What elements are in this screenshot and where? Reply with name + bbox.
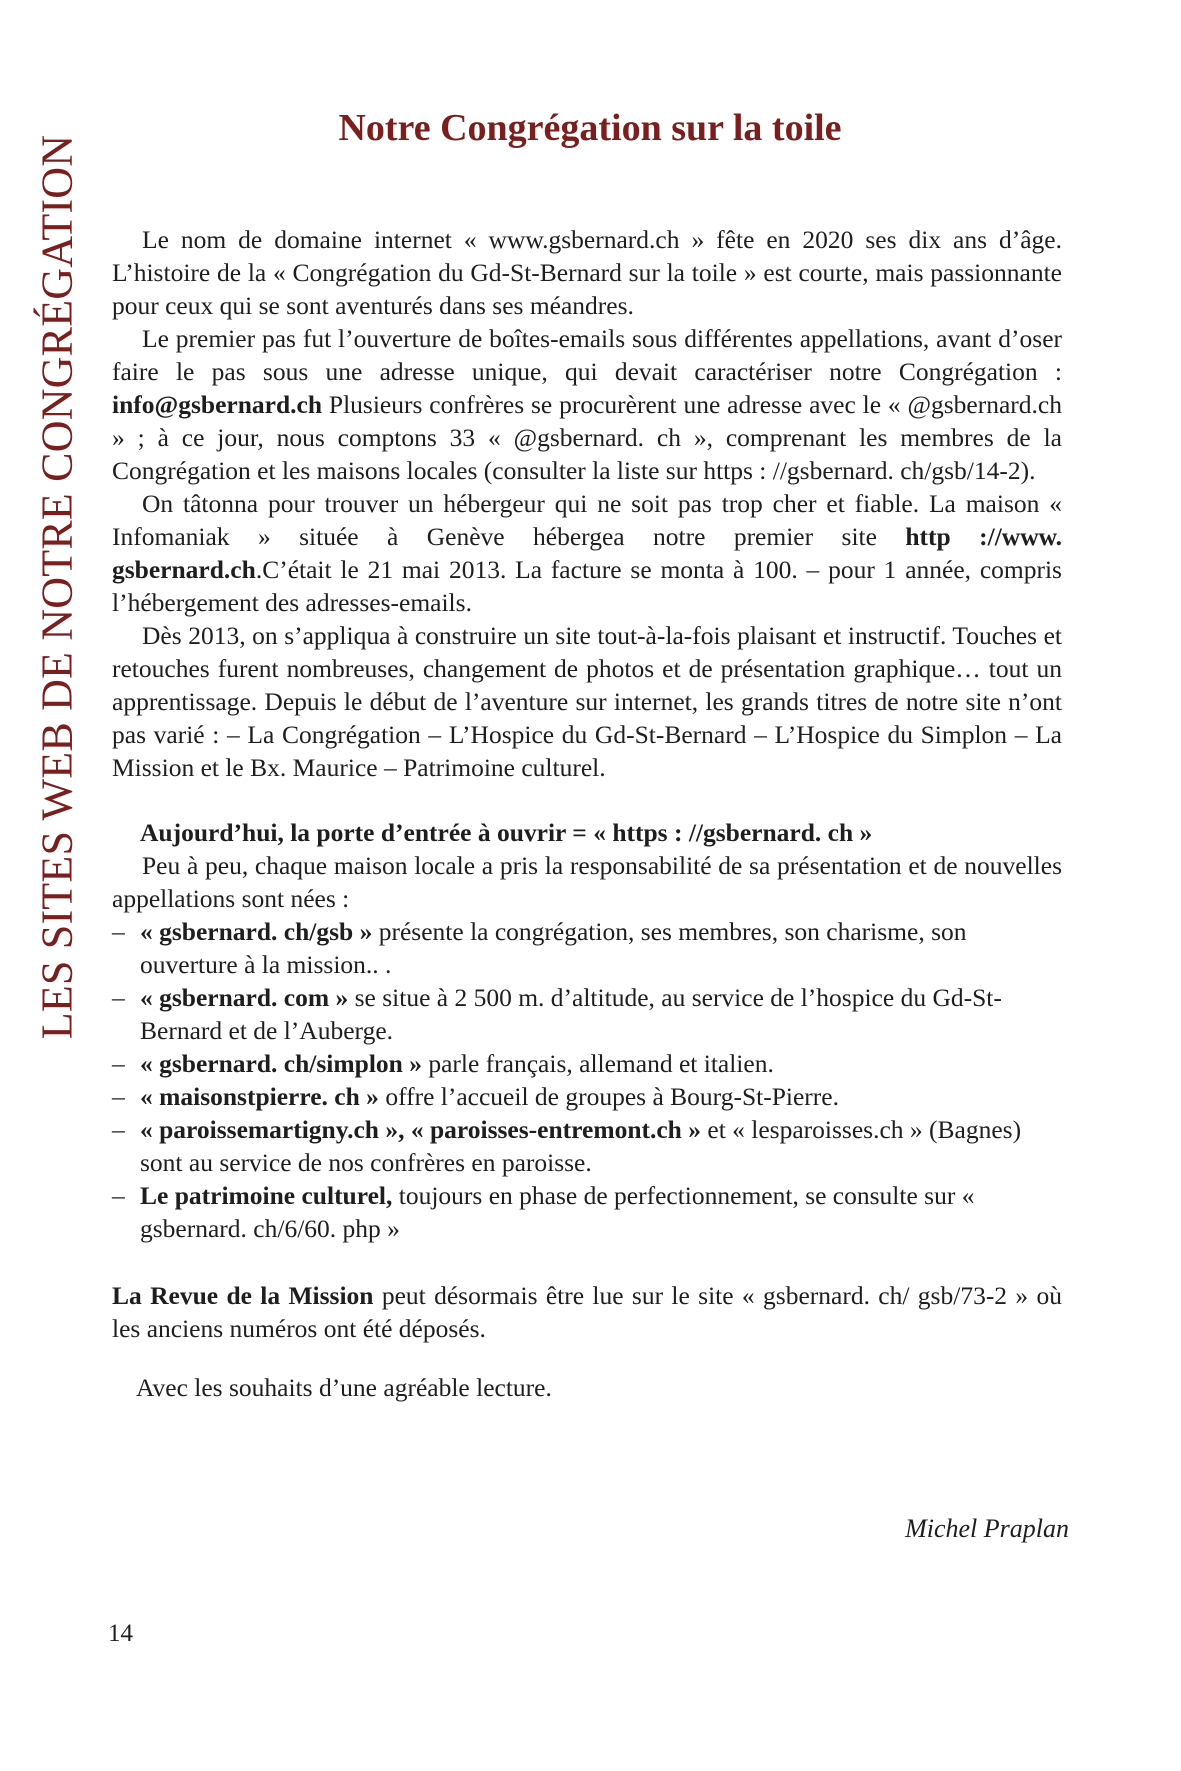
revue-title: La Revue de la Mission [112,1281,374,1310]
email-address-info: info@gsbernard.ch [112,390,323,419]
list-item [112,1080,1062,1113]
paragraph-email-text-a: Le premier pas fut l’ouverture de boîtes-emails sous différentes appellations, avant d’oser faire le pas sous une adresse unique, qui devait caractériser notre Congrégation : [112,324,1062,386]
list-dash: – [112,917,125,946]
list-item [112,1047,1062,1080]
paragraph-revue [112,1279,1062,1345]
list-item [112,1113,1062,1179]
site-description: toujours en phase de perfectionnement, se consulte sur « gsbernard. ch/6/60. php » [140,1181,975,1243]
page-title: Notre Congrégation sur la toile [338,107,842,149]
side-section-title-text: LES SITES WEB DE NOTRE CONGRÉGATION [32,134,81,1040]
list-item [112,981,1062,1047]
paragraph-hosting-text-b: .C’était le 21 mai 2013. La facture se monta à 100. – pour 1 année, compris l’hébergement des adresses-emails. [112,555,1062,617]
list-dash: – [112,1181,125,1210]
site-description: offre l’accueil de groupes à Bourg-St-Pierre. [378,1082,839,1111]
list-dash: – [112,1115,125,1144]
first-site-url: http ://www. gsbernard.ch [112,522,1062,584]
revue-text: peut désormais être lue sur le site « gsbernard. ch/ gsb/73-2 » où les anciens numéros ont été déposés. [112,1281,1063,1343]
page-number: 14 [108,1620,133,1647]
list-item [112,915,1062,981]
paragraph-email-text-b: Plusieurs confrères se procurèrent une adresse avec le « @gsbernard.ch » ; à ce jour, nous comptons 33 « @gsbernard. ch », comprenant les membres de la Congrégation et les maisons locales (consulter la liste sur https : //gsbernard. ch/gsb/14-2). [112,390,1062,485]
site-name: « gsbernard. ch/simplon » [140,1049,422,1078]
article-body [112,223,1062,1404]
side-section-title [26,112,88,1062]
section-heading [112,816,1062,849]
site-name: « gsbernard. ch/gsb » [140,917,373,946]
list-dash: – [112,983,125,1012]
section-heading-text: Aujourd’hui, la porte d’entrée à ouvrir = « https : //gsbernard. ch » [140,818,873,847]
paragraph-site-construction: Dès 2013, on s’appliqua à construire un site tout-à-la-fois plaisant et instructif. Touches et retouches furent nombreuses, changement de photos et de présentation graphique… tout un apprentissage. Depuis le début de l’aventure sur internet, les grands titres de notre site n’ont pas varié : – La Congrégation – L’Hospice du Gd-St-Bernard – L’Hospice du Simplon – La Mission et le Bx. Maurice – Patrimoine culturel. [112,621,1062,782]
author-signature: Michel Praplan [905,1514,1069,1543]
site-description: et « lesparoisses.ch » (Bagnes) sont au service de nos confrères en paroisse. [140,1115,1022,1177]
site-name: « paroissemartigny.ch », « paroisses-entremont.ch » [140,1115,701,1144]
paragraph-hosting-text-a: On tâtonna pour trouver un hébergeur qui ne soit pas trop cher et fiable. La maison « Infomaniak » située à Genève hébergea notre premier site [112,489,1062,551]
list-dash: – [112,1082,125,1111]
paragraph-email-addresses [112,322,1062,487]
closing-line: Avec les souhaits d’une agréable lecture. [136,1373,552,1402]
list-dash: – [112,1049,125,1078]
site-description: présente la congrégation, ses membres, son charisme, son ouverture à la mission.. . [140,917,967,979]
paragraph-hosting [112,487,1062,619]
site-name: « gsbernard. com » [140,983,349,1012]
paragraph-domain-history: Le nom de domaine internet « www.gsbernard.ch » fête en 2020 ses dix ans d’âge. L’histoire de la « Congrégation du Gd-St-Bernard sur la toile » est courte, mais passionnante pour ceux qui se sont aventurés dans ses méandres. [112,225,1062,320]
sites-list [112,915,1062,1245]
section-intro: Peu à peu, chaque maison locale a pris la responsabilité de sa présentation et de nouvelles appellations sont nées : [112,851,1062,913]
list-item [112,1179,1062,1245]
site-description: parle français, allemand et italien. [421,1049,774,1078]
site-name: « maisonstpierre. ch » [140,1082,379,1111]
site-description: se situe à 2 500 m. d’altitude, au service de l’hospice du Gd-St-Bernard et de l’Auberge. [140,983,1002,1045]
site-name: Le patrimoine culturel, [140,1181,393,1210]
